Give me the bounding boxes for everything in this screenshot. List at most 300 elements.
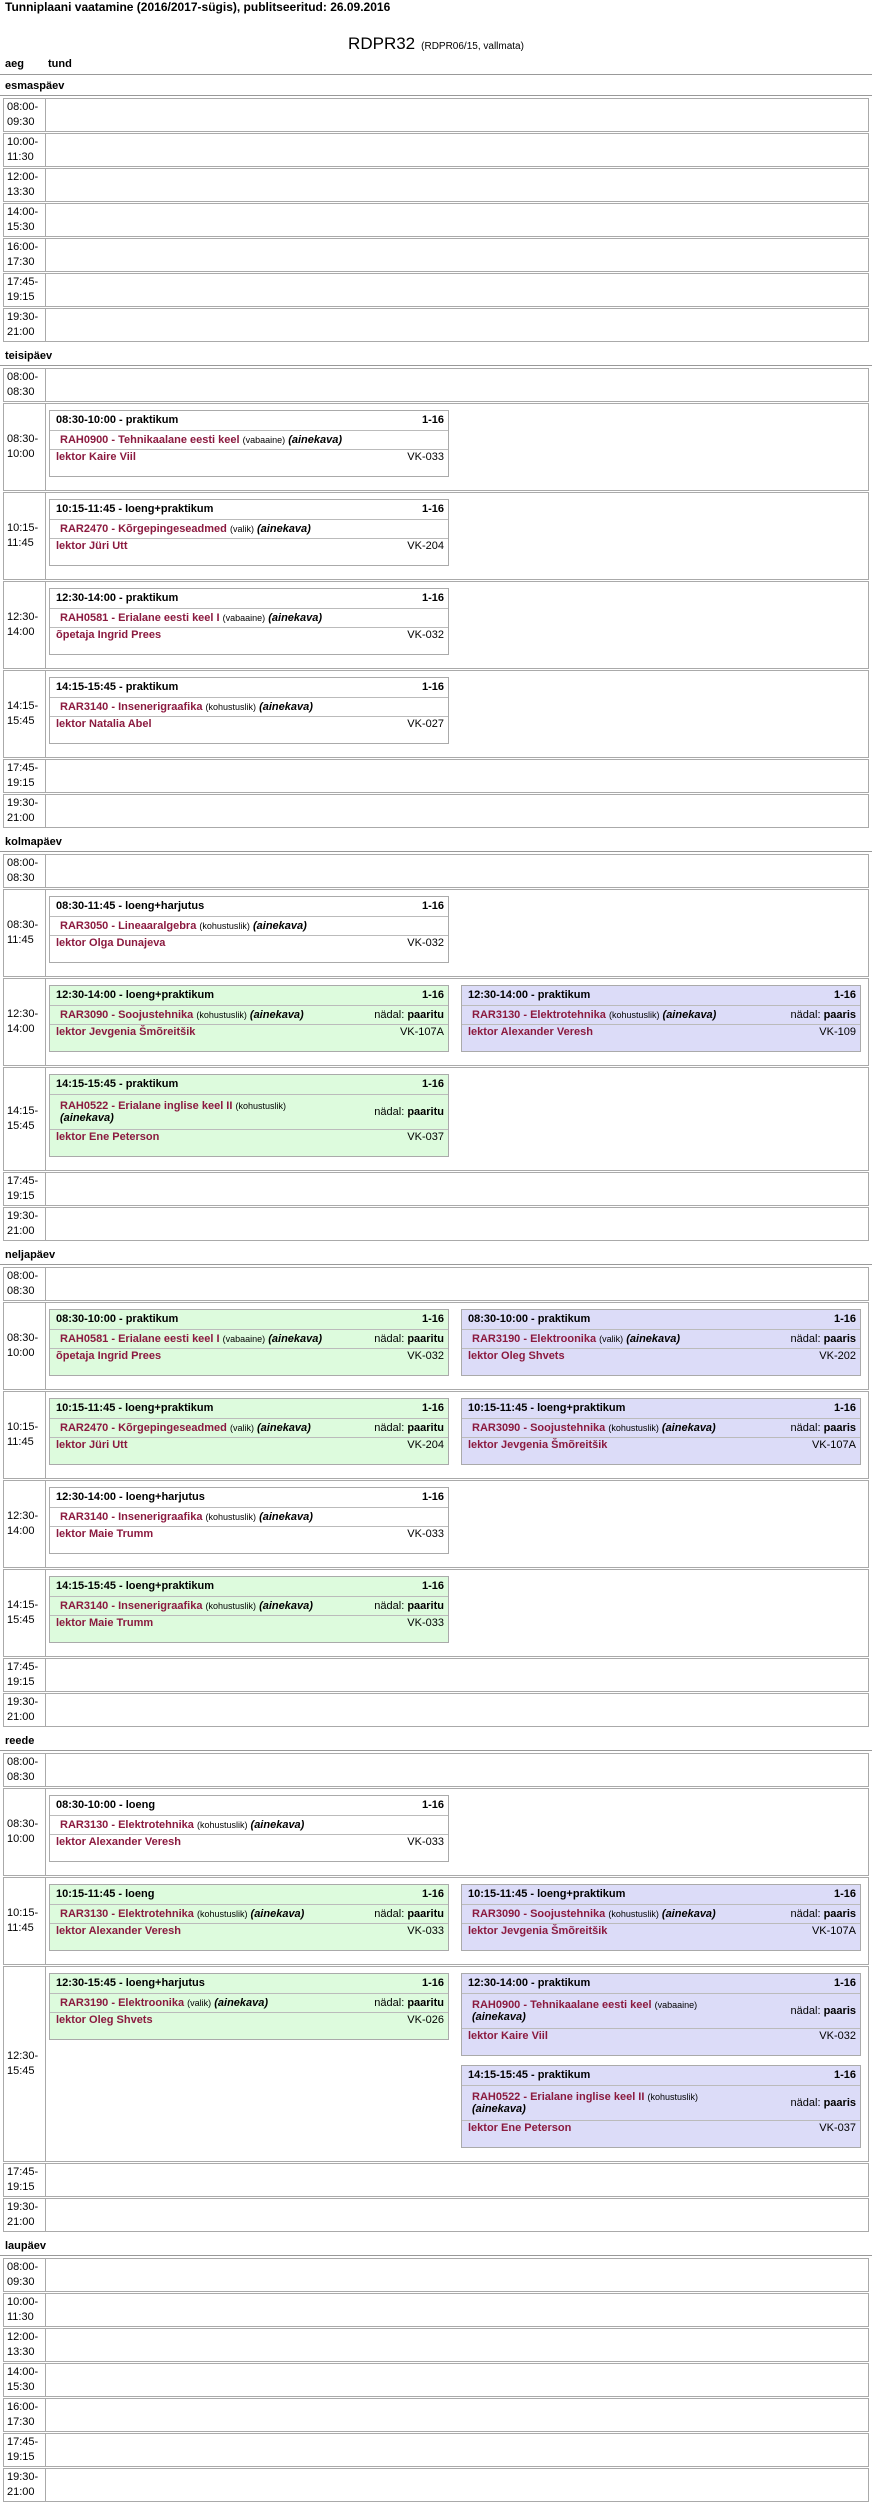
time-slot-row (3, 368, 869, 402)
ainekava-link[interactable]: (ainekava) (259, 701, 313, 713)
subject-link[interactable]: RAR3130 - Elektrotehnika (60, 1819, 194, 1831)
time-slot-label: 14:00- 15:30 (4, 2364, 46, 2396)
time-slot-row (3, 1569, 869, 1657)
time-slot-row (3, 2328, 869, 2362)
lesson-time-type: 08:30-10:00 - praktikum (56, 1313, 179, 1325)
ainekava-link[interactable]: (ainekava) (60, 1112, 114, 1124)
column-header-tund: tund (48, 58, 72, 70)
day-heading: reede (0, 1729, 872, 1751)
subject-type: (vabaaine) (654, 2000, 698, 2010)
lesson-time-type: 10:15-11:45 - loeng+praktikum (468, 1888, 626, 1900)
day-heading: kolmapäev (0, 830, 872, 852)
time-slot-row (3, 1658, 869, 1692)
week-parity (785, 1908, 856, 1920)
lesson-subject-block (60, 1908, 304, 1920)
lesson-footer (462, 2029, 860, 2045)
ainekava-link[interactable]: (ainekava) (288, 434, 343, 446)
time-slot-row (3, 1207, 869, 1241)
lesson-time-type: 08:30-11:45 - loeng+harjutus (56, 900, 205, 912)
lesson-card[interactable] (49, 1487, 449, 1554)
lesson-weeks: 1-16 (833, 989, 856, 1001)
lecturer-link[interactable]: lektor Kaire Viil (56, 451, 136, 463)
lesson-subject-block (60, 1100, 300, 1124)
lesson-subject-row (50, 1094, 448, 1130)
lesson-subject-block (60, 1819, 304, 1831)
subject-link[interactable]: RAH0900 - Tehnikaalane eesti keel (60, 434, 240, 446)
week-parity-value: paaris (823, 2005, 856, 2017)
room-label: VK-032 (819, 2030, 856, 2042)
lesson-time-type: 14:15-15:45 - praktikum (468, 2069, 591, 2081)
lesson-header (462, 1885, 860, 1904)
lesson-card[interactable] (49, 499, 449, 566)
lesson-time-type: 12:30-14:00 - praktikum (468, 989, 591, 1001)
lesson-weeks: 1-16 (421, 1799, 444, 1811)
lesson-subject-row (50, 1815, 448, 1835)
week-parity-label: nädal: (790, 1333, 824, 1345)
time-slot-label: 10:15- 11:45 (4, 1392, 46, 1478)
time-slot-row (3, 2258, 869, 2292)
time-slot-label: 08:00- 09:30 (4, 2259, 46, 2291)
lesson-header (50, 500, 448, 519)
time-slot-row (3, 2398, 869, 2432)
room-label: VK-032 (407, 1350, 444, 1362)
lesson-subject-block (60, 1422, 311, 1434)
lesson-subject-block (60, 434, 342, 446)
subject-link[interactable]: RAH0581 - Erialane eesti keel I (60, 1333, 220, 1345)
lesson-subject-row (50, 1904, 448, 1924)
ainekava-link[interactable]: (ainekava) (214, 1997, 269, 2009)
lesson-weeks: 1-16 (421, 1491, 444, 1503)
subject-type: (vabaaine) (222, 1334, 266, 1344)
lesson-header (50, 411, 448, 430)
subject-link[interactable]: RAR3190 - Elektroonika (472, 1333, 597, 1345)
lecturer-link[interactable]: lektor Ene Peterson (56, 1131, 160, 1143)
subject-link[interactable]: RAR3090 - Soojustehnika (472, 1908, 606, 1920)
time-slot-label: 19:30- 21:00 (4, 1694, 46, 1726)
room-label: VK-033 (407, 1925, 444, 1937)
subject-type: (kohustuslik) (205, 1601, 257, 1611)
ainekava-link[interactable]: (ainekava) (257, 523, 311, 535)
week-parity (785, 1333, 856, 1345)
time-slot-row (3, 1391, 869, 1479)
subject-link[interactable]: RAR3050 - Lineaaralgebra (60, 920, 197, 932)
lecturer-link[interactable]: lektor Jevgenia Šmõreitšik (56, 1026, 196, 1038)
time-slot-row (3, 98, 869, 132)
lesson-time-type: 14:15-15:45 - praktikum (56, 1078, 179, 1090)
lesson-time-type: 12:30-15:45 - loeng+harjutus (56, 1977, 205, 1989)
lesson-card[interactable] (49, 896, 449, 963)
subject-link[interactable]: RAR3130 - Elektrotehnika (60, 1908, 194, 1920)
time-slot-label: 17:45- 19:15 (4, 2434, 46, 2466)
lesson-subject-row (50, 1418, 448, 1438)
week-parity-value: paaris (823, 1333, 856, 1345)
lecturer-link[interactable]: õpetaja Ingrid Prees (56, 629, 162, 641)
week-parity-value: paaritu (407, 1333, 444, 1345)
subject-type: (kohustuslik) (196, 1820, 248, 1830)
time-slot-row (3, 1788, 869, 1876)
lecturer-link[interactable]: õpetaja Ingrid Prees (56, 1350, 162, 1362)
subject-type: (kohustuslik) (647, 2092, 698, 2102)
lecturer-link[interactable]: lektor Maie Trumm (56, 1528, 154, 1540)
week-parity (368, 1106, 444, 1118)
lecturer-link[interactable]: lektor Alexander Veresh (56, 1836, 181, 1848)
week-parity-value: paaritu (407, 1997, 444, 2009)
lesson-time-type: 08:30-10:00 - praktikum (56, 414, 179, 426)
subject-link[interactable]: RAR3090 - Soojustehnika (60, 1009, 194, 1021)
lesson-card[interactable] (49, 1074, 449, 1157)
lesson-header (50, 1577, 448, 1596)
time-slot-label: 08:30- 10:00 (4, 1789, 46, 1875)
week-parity (785, 2097, 856, 2109)
time-slot-row (3, 308, 869, 342)
lecturer-link[interactable]: lektor Alexander Veresh (56, 1925, 181, 1937)
lesson-weeks: 1-16 (833, 1402, 856, 1414)
time-slot-label: 10:00- 11:30 (4, 134, 46, 166)
subject-link[interactable]: RAR2470 - Kõrgepingeseadmed (60, 1422, 227, 1434)
ainekava-link[interactable]: (ainekava) (268, 612, 323, 624)
lesson-time-type: 08:30-10:00 - praktikum (468, 1313, 591, 1325)
lesson-footer (50, 2013, 448, 2029)
time-slot-label: 12:30- 14:00 (4, 979, 46, 1065)
lesson-subject-row (462, 1993, 860, 2029)
ainekava-link[interactable]: (ainekava) (662, 1009, 717, 1021)
ainekava-link[interactable]: (ainekava) (268, 1333, 323, 1345)
time-slot-label: 10:15- 11:45 (4, 493, 46, 579)
week-parity-value: paaris (823, 1422, 856, 1434)
lesson-subject-block (60, 1511, 313, 1523)
lecturer-link[interactable]: lektor Kaire Viil (468, 2030, 548, 2042)
lesson-subject-block (472, 1009, 716, 1021)
lesson-footer (50, 1527, 448, 1543)
week-parity-value: paaritu (407, 1009, 444, 1021)
time-slot-label: 14:15- 15:45 (4, 671, 46, 757)
room-label: VK-026 (407, 2014, 444, 2026)
lesson-subject-block (472, 1333, 680, 1345)
week-parity-label: nädal: (374, 1422, 408, 1434)
ainekava-link[interactable]: (ainekava) (257, 1422, 311, 1434)
time-slot-row (3, 2293, 869, 2327)
time-slot-row (3, 403, 869, 491)
subject-link[interactable]: RAH0522 - Erialane inglise keel II (472, 2091, 645, 2103)
week-parity-value: paaritu (407, 1422, 444, 1434)
ainekava-link[interactable]: (ainekava) (661, 1908, 716, 1920)
time-slot-row (3, 203, 869, 237)
subject-type: (kohustuslik) (205, 1512, 257, 1522)
lesson-time-type: 14:15-15:45 - loeng+praktikum (56, 1580, 215, 1592)
time-slot-row (3, 759, 869, 793)
lecturer-link[interactable]: lektor Jevgenia Šmõreitšik (468, 1925, 608, 1937)
lesson-card[interactable] (461, 1398, 861, 1465)
lesson-header (462, 1399, 860, 1418)
subject-link[interactable]: RAR3130 - Elektrotehnika (472, 1009, 606, 1021)
week-parity-value: paaritu (407, 1600, 444, 1612)
room-label: VK-204 (407, 540, 444, 552)
lesson-card[interactable] (49, 677, 449, 744)
day-heading: esmaspäev (0, 74, 872, 96)
time-slot-row (3, 2163, 869, 2197)
subject-type: (vabaaine) (222, 613, 266, 623)
lesson-header (462, 1310, 860, 1329)
ainekava-link[interactable]: (ainekava) (259, 1511, 313, 1523)
ainekava-link[interactable]: (ainekava) (259, 1600, 313, 1612)
ainekava-link[interactable]: (ainekava) (250, 1908, 305, 1920)
time-slot-row (3, 794, 869, 828)
subject-link[interactable]: RAR3090 - Soojustehnika (472, 1422, 606, 1434)
column-header-aeg: aeg (5, 58, 24, 70)
day-heading: laupäev (0, 2234, 872, 2256)
lesson-card[interactable] (49, 1576, 449, 1643)
lesson-time-type: 08:30-10:00 - loeng (56, 1799, 156, 1811)
subject-link[interactable]: RAR3190 - Elektroonika (60, 1997, 185, 2009)
lesson-header (50, 589, 448, 608)
lecturer-link[interactable]: lektor Oleg Shvets (468, 1350, 565, 1362)
lesson-subject-row (462, 1418, 860, 1438)
week-parity-label: nädal: (790, 2005, 824, 2017)
room-label: VK-037 (407, 1131, 444, 1143)
lesson-weeks: 1-16 (421, 1580, 444, 1592)
room-label: VK-033 (407, 1836, 444, 1848)
subject-link[interactable]: RAH0900 - Tehnikaalane eesti keel (472, 1999, 652, 2011)
room-label: VK-109 (819, 1026, 856, 1038)
time-slot-label: 17:45- 19:15 (4, 1659, 46, 1691)
time-slot-label: 16:00- 17:30 (4, 239, 46, 271)
lesson-header (50, 1885, 448, 1904)
lecturer-link[interactable]: lektor Jüri Utt (56, 540, 128, 552)
room-label: VK-027 (407, 718, 444, 730)
page-header: Tunniplaani vaatamine (2016/2017-sügis), publitseeritud: 26.09.2016 (5, 0, 391, 14)
lesson-footer (50, 936, 448, 952)
lecturer-link[interactable]: lektor Natalia Abel (56, 718, 152, 730)
week-parity-value: paaris (823, 1908, 856, 1920)
room-label: VK-107A (811, 1925, 856, 1937)
lesson-subject-row (50, 697, 448, 717)
subject-link[interactable]: RAR3140 - Insenerigraafika (60, 701, 203, 713)
lesson-header (462, 986, 860, 1005)
lesson-time-type: 10:15-11:45 - loeng+praktikum (468, 1402, 626, 1414)
week-parity (368, 1997, 444, 2009)
lesson-subject-block (60, 1009, 304, 1021)
subject-link[interactable]: RAR3140 - Insenerigraafika (60, 1511, 203, 1523)
lesson-subject-block (60, 920, 307, 932)
room-label: VK-033 (407, 451, 444, 463)
lecturer-link[interactable]: lektor Alexander Veresh (468, 1026, 593, 1038)
subject-link[interactable]: RAH0522 - Erialane inglise keel II (60, 1100, 233, 1112)
ainekava-link[interactable]: (ainekava) (661, 1422, 716, 1434)
lesson-header (462, 1974, 860, 1993)
week-parity-label: nädal: (790, 2097, 824, 2109)
time-slot-label: 14:15- 15:45 (4, 1570, 46, 1656)
lesson-footer (462, 2121, 860, 2137)
lesson-subject-block (60, 1600, 313, 1612)
lesson-footer (50, 1616, 448, 1632)
room-label: VK-037 (819, 2122, 856, 2134)
time-slot-label: 12:00- 13:30 (4, 169, 46, 201)
week-parity (368, 1422, 444, 1434)
time-slot-label: 12:30- 14:00 (4, 582, 46, 668)
week-parity (368, 1600, 444, 1612)
subject-type: (valik) (229, 524, 254, 534)
week-parity (368, 1009, 444, 1021)
time-slot-row (3, 1753, 869, 1787)
time-slot-label: 17:45- 19:15 (4, 1173, 46, 1205)
lesson-card[interactable] (49, 985, 449, 1052)
lesson-footer (50, 450, 448, 466)
lesson-footer (50, 1438, 448, 1454)
week-parity-value: paaritu (407, 1106, 444, 1118)
lesson-weeks: 1-16 (421, 1977, 444, 1989)
lesson-subject-row (462, 1904, 860, 1924)
week-parity (785, 1422, 856, 1434)
lesson-footer (50, 539, 448, 555)
lecturer-link[interactable]: lektor Ene Peterson (468, 2122, 572, 2134)
lesson-header (50, 1310, 448, 1329)
lecturer-link[interactable]: lektor Jevgenia Šmõreitšik (468, 1439, 608, 1451)
lesson-time-type: 10:15-11:45 - loeng (56, 1888, 155, 1900)
lesson-footer (50, 1835, 448, 1851)
lecturer-link[interactable]: lektor Maie Trumm (56, 1617, 154, 1629)
time-slot-row (3, 273, 869, 307)
lesson-card[interactable] (49, 1398, 449, 1465)
lesson-footer (50, 1349, 448, 1365)
week-parity-value: paaris (823, 1009, 856, 1021)
subject-type: (kohustuslik) (199, 921, 250, 931)
week-parity (785, 2005, 856, 2017)
subject-link[interactable]: RAR3140 - Insenerigraafika (60, 1600, 203, 1612)
time-slot-row (3, 1877, 869, 1965)
lesson-footer (462, 1924, 860, 1940)
time-slot-label: 12:30- 14:00 (4, 1481, 46, 1567)
lesson-subject-block (60, 523, 311, 535)
room-label: VK-204 (407, 1439, 444, 1451)
time-slot-label: 14:00- 15:30 (4, 204, 46, 236)
lesson-subject-row (462, 2085, 860, 2121)
lesson-weeks: 1-16 (833, 1888, 856, 1900)
lesson-card[interactable] (49, 1795, 449, 1862)
lesson-header (462, 2066, 860, 2085)
time-slot-label: 17:45- 19:15 (4, 274, 46, 306)
time-slot-label: 08:30- 10:00 (4, 1303, 46, 1389)
lesson-subject-row (50, 916, 448, 936)
subject-type: (kohustuslik) (235, 1101, 286, 1111)
time-slot-row (3, 1302, 869, 1390)
lesson-subject-row (50, 1005, 448, 1025)
time-slot-label: 19:30- 21:00 (4, 795, 46, 827)
lesson-card[interactable] (461, 985, 861, 1052)
subject-link[interactable]: RAR2470 - Kõrgepingeseadmed (60, 523, 227, 535)
lesson-card[interactable] (49, 1884, 449, 1951)
time-slot-row (3, 2433, 869, 2467)
room-label: VK-033 (407, 1617, 444, 1629)
lesson-weeks: 1-16 (833, 1313, 856, 1325)
lesson-card[interactable] (49, 1973, 449, 2040)
week-parity-value: paaris (823, 2097, 856, 2109)
time-slot-label: 19:30- 21:00 (4, 2199, 46, 2231)
lesson-weeks: 1-16 (421, 503, 444, 515)
lesson-card[interactable] (461, 1973, 861, 2056)
time-slot-row (3, 978, 869, 1066)
lesson-card[interactable] (461, 1309, 861, 1376)
subject-type: (kohustuslik) (205, 702, 257, 712)
lesson-card[interactable] (49, 410, 449, 477)
week-parity (368, 1333, 444, 1345)
time-slot-label: 14:15- 15:45 (4, 1068, 46, 1170)
time-slot-label: 19:30- 21:00 (4, 309, 46, 341)
room-label: VK-107A (399, 1026, 444, 1038)
lesson-header (50, 1399, 448, 1418)
ainekava-link[interactable]: (ainekava) (626, 1333, 681, 1345)
lesson-footer (462, 1438, 860, 1454)
lesson-time-type: 10:15-11:45 - loeng+praktikum (56, 1402, 214, 1414)
lesson-card[interactable] (461, 1884, 861, 1951)
ainekava-link[interactable]: (ainekava) (472, 2103, 526, 2115)
page-title-block (0, 34, 872, 54)
lesson-subject-block (60, 701, 313, 713)
lesson-weeks: 1-16 (833, 1977, 856, 1989)
ainekava-link[interactable]: (ainekava) (472, 2011, 526, 2023)
lesson-weeks: 1-16 (421, 900, 444, 912)
lecturer-link[interactable]: lektor Olga Dunajeva (56, 937, 166, 949)
lesson-subject-row (50, 519, 448, 539)
time-slot-row (3, 889, 869, 977)
lesson-subject-row (50, 1507, 448, 1527)
lesson-subject-block (472, 2091, 712, 2115)
week-parity-label: nädal: (374, 1333, 408, 1345)
week-parity-label: nädal: (374, 1600, 408, 1612)
week-parity-label: nädal: (374, 1009, 408, 1021)
lesson-subject-block (472, 1999, 712, 2023)
lesson-header (50, 678, 448, 697)
day-heading: neljapäev (0, 1243, 872, 1265)
lecturer-link[interactable]: lektor Oleg Shvets (56, 2014, 153, 2026)
lesson-subject-row (50, 1329, 448, 1349)
lecturer-link[interactable]: lektor Jüri Utt (56, 1439, 128, 1451)
time-slot-row (3, 1067, 869, 1171)
day-heading: teisipäev (0, 344, 872, 366)
lesson-subject-row (462, 1329, 860, 1349)
time-slot-label: 10:00- 11:30 (4, 2294, 46, 2326)
lesson-weeks: 1-16 (421, 1313, 444, 1325)
lesson-card[interactable] (49, 588, 449, 655)
subject-link[interactable]: RAH0581 - Erialane eesti keel I (60, 612, 220, 624)
lesson-subject-block (472, 1422, 716, 1434)
week-parity-label: nädal: (374, 1997, 408, 2009)
time-slot-row (3, 1172, 869, 1206)
lesson-weeks: 1-16 (421, 592, 444, 604)
lesson-time-type: 14:15-15:45 - praktikum (56, 681, 179, 693)
lesson-card[interactable] (49, 1309, 449, 1376)
time-slot-label: 08:00- 08:30 (4, 369, 46, 401)
subject-type: (kohustuslik) (608, 1423, 659, 1433)
time-slot-label: 19:30- 21:00 (4, 2469, 46, 2501)
time-slot-label: 08:00- 09:30 (4, 99, 46, 131)
time-slot-row (3, 168, 869, 202)
lesson-time-type: 12:30-14:00 - loeng+harjutus (56, 1491, 205, 1503)
lesson-subject-row (50, 608, 448, 628)
ainekava-link[interactable]: (ainekava) (252, 920, 307, 932)
ainekava-link[interactable]: (ainekava) (249, 1009, 304, 1021)
lesson-weeks: 1-16 (421, 1402, 444, 1414)
time-slot-label: 17:45- 19:15 (4, 2164, 46, 2196)
time-slot-label: 08:30- 11:45 (4, 890, 46, 976)
week-parity-label: nädal: (374, 1908, 408, 1920)
week-parity-label: nädal: (790, 1422, 824, 1434)
time-slot-row (3, 133, 869, 167)
room-label: VK-032 (407, 937, 444, 949)
ainekava-link[interactable]: (ainekava) (250, 1819, 305, 1831)
lesson-card[interactable] (461, 2065, 861, 2148)
lesson-subject-block (60, 1997, 268, 2009)
lesson-time-type: 12:30-14:00 - praktikum (56, 592, 179, 604)
